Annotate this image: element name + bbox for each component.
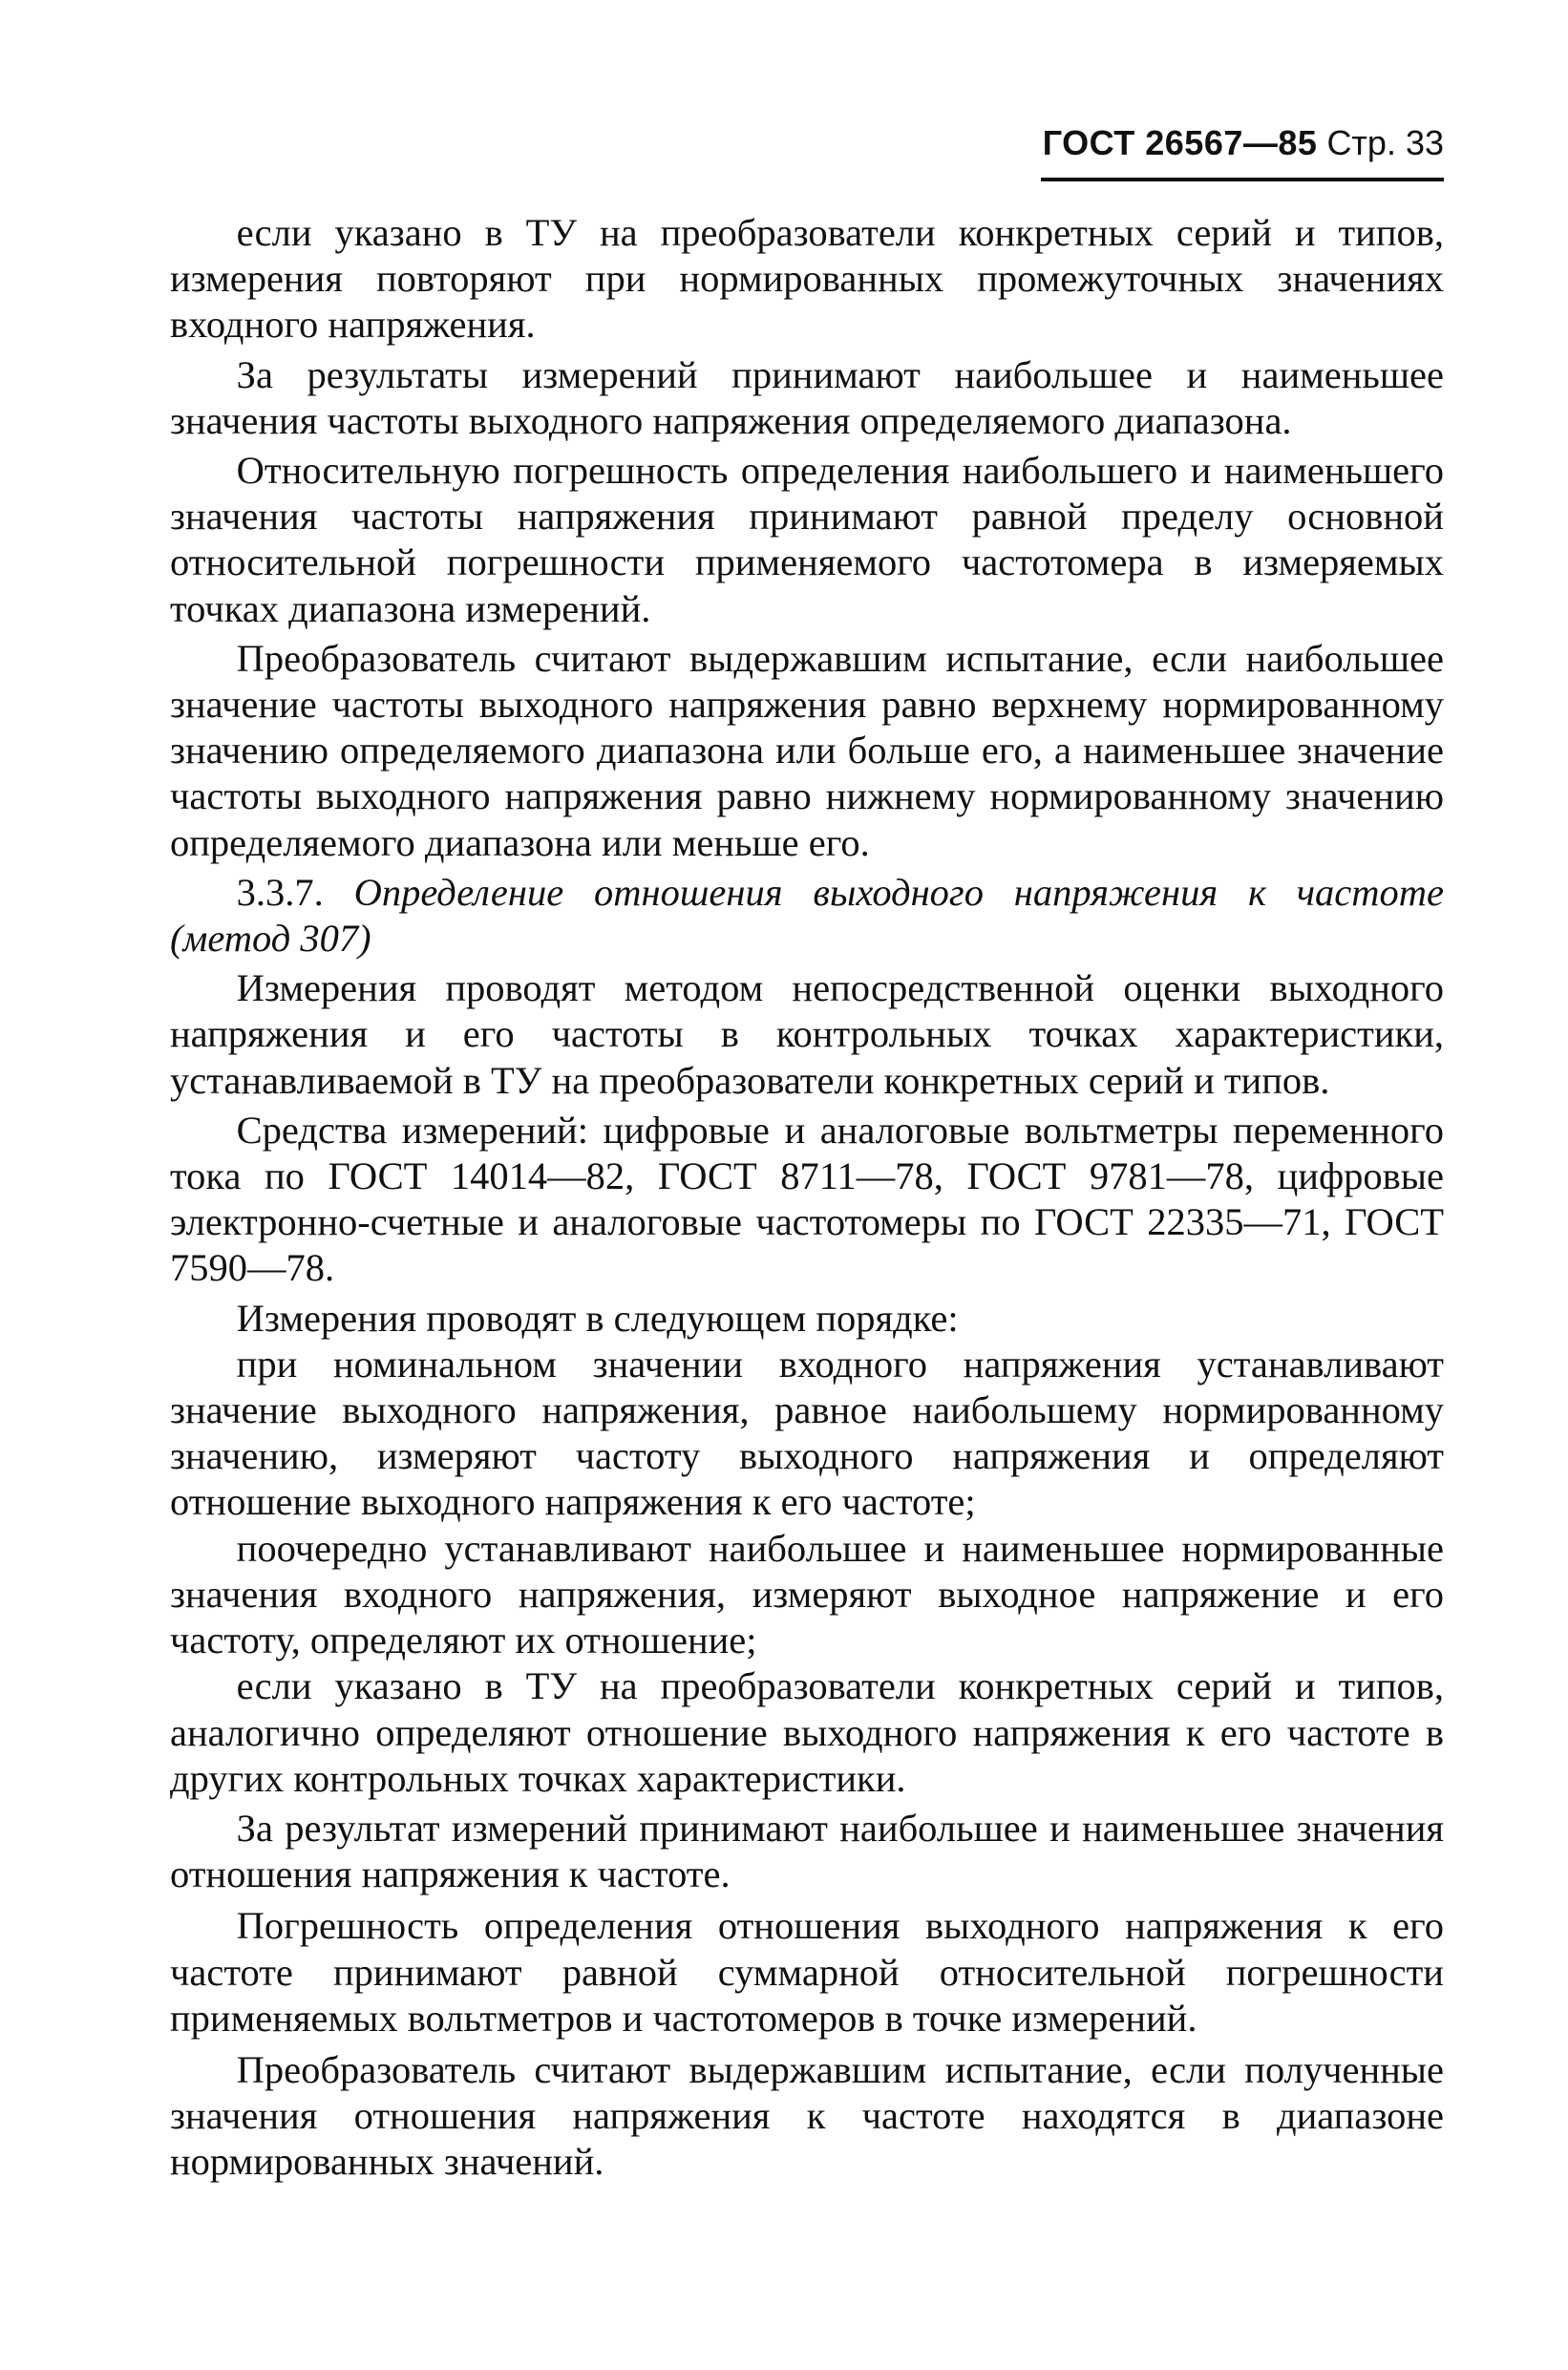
document-body: [170, 210, 1444, 2186]
paragraph-2: За результаты измерений принимают наибольшее и наименьшее значения частоты выходного напряжения определяемого диапазона.: [170, 352, 1444, 442]
section-title: Определение отношения выходного напряжения к частоте (метод 307): [170, 870, 1444, 961]
paragraph-12: Погрешность определения отношения выходного напряжения к его частоте принимают равной суммарной относительной погрешности применяемых вольтметров и частотомеров в точке измерений.: [170, 1904, 1444, 2040]
section-number: 3.3.7.: [236, 870, 324, 914]
paragraph-11: За результат измерений принимают наибольшее и наименьшее значения отношения напряжения к частоте.: [170, 1806, 1444, 1896]
paragraph-3: Относительную погрешность определения наибольшего и наименьшего значения частоты напряжения принимают равной пределу основной относительной погрешности применяемого частотомера в измеряемых точках диапазона измерений.: [170, 449, 1444, 630]
paragraph-6: Средства измерений: цифровые и аналоговые вольтметры переменного тока по ГОСТ 14014—82, ГОСТ 8711—78, ГОСТ 9781—78, цифровые электронно-счетные и аналоговые частотомеры по ГОСТ 22335—71, ГОСТ 7590—78.: [170, 1108, 1444, 1290]
paragraph-13: Преобразователь считают выдержавшим испытание, если полученные значения отношения напряжения к частоте находятся в диапазоне нормированных значений.: [170, 2047, 1444, 2184]
paragraph-7: Измерения проводят в следующем порядке:: [236, 1296, 959, 1340]
paragraph-4: Преобразователь считают выдержавшим испытание, если наибольшее значение частоты выходного напряжения равно верхнему нормированному значению определяемого диапазона или больше его, а наименьшее значение частоты выходного напряжения равно нижнему нормированному значению определяемого диапазона или меньше его.: [170, 636, 1444, 864]
paragraph-1: если указано в ТУ на преобразователи конкретных серий и типов, измерения повторяют при нормированных промежуточных значениях входного напряжения.: [170, 211, 1444, 347]
paragraph-9: поочередно устанавливают наибольшее и наименьшее нормированные значения входного напряжения, измеряют выходное напряжение и его частоту, определяют их отношение;: [170, 1526, 1444, 1662]
page-number: Стр. 33: [1326, 123, 1444, 162]
standard-number: ГОСТ 26567—85: [1042, 123, 1318, 162]
page-header: [1041, 122, 1444, 164]
paragraph-5: Измерения проводят методом непосредственной оценки выходного напряжения и его частоты в контрольных точках характеристики, устанавливаемой в ТУ на преобразователи конкретных серий и типов.: [170, 966, 1444, 1102]
paragraph-8: при номинальном значении входного напряжения устанавливают значение выходного напряжения, равное наибольшему нормированному значению, измеряют частоту выходного напряжения и определяют отношение выходного напряжения к его частоте;: [170, 1342, 1444, 1524]
header-rule: [1041, 178, 1444, 181]
paragraph-10: если указано в ТУ на преобразователи конкретных серий и типов, аналогично определяют отношение выходного напряжения к его частоте в других контрольных точках характеристики.: [170, 1664, 1444, 1800]
section-heading: [170, 870, 1444, 962]
